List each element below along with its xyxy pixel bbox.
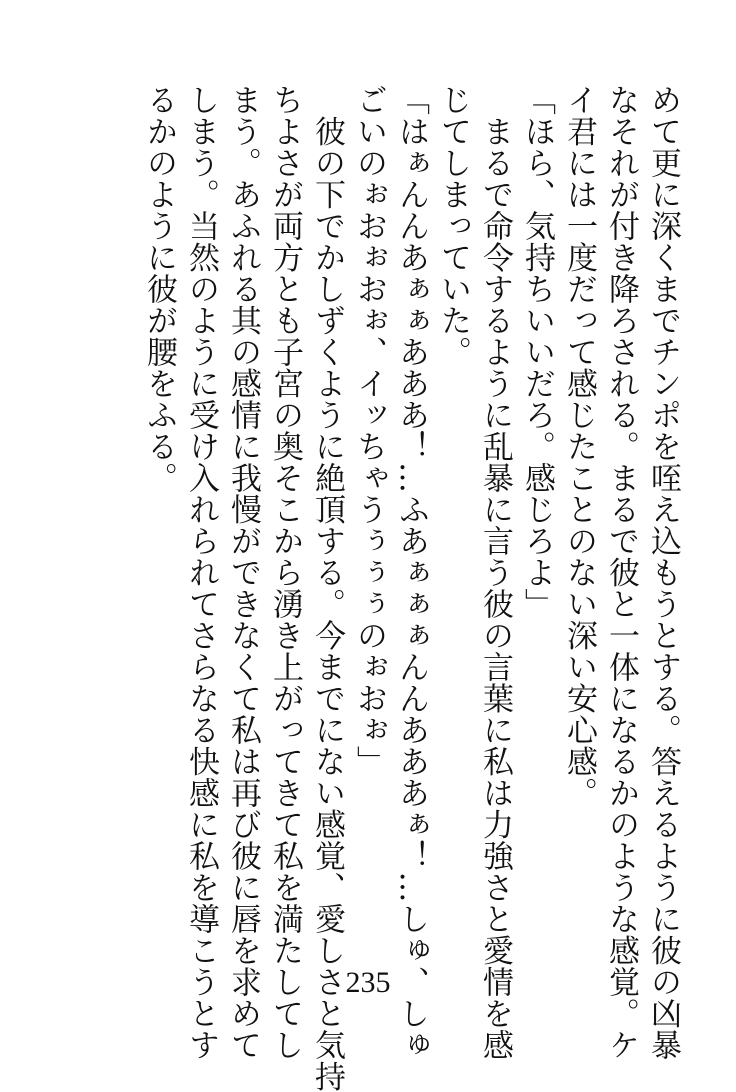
text-line: なそれが付き降ろされる。まるで彼と一体になるかのような感覚。ケ — [603, 84, 639, 1061]
text-line: ちよさが両方とも子宮の奥そこから湧き上がってきて私を満たしてし — [267, 84, 303, 1061]
text-line: まるで命令するように乱暴に言う彼の言葉に私は力強さと愛情を感 — [477, 84, 513, 1061]
page-number: 235 — [345, 966, 391, 999]
text-line: ごいのぉおぉおぉ、イッちゃうぅぅぅのぉおぉ」 — [351, 84, 387, 777]
text-line: イ君には一度だって感じたことのない深い安心感。 — [561, 84, 597, 809]
text-line: 「ほら、気持ちいいだろ。感じろよ」 — [519, 84, 555, 620]
text-line: しまう。当然のように受け入れられてさらなる快感に私を導こうとす — [183, 84, 219, 1061]
text-line: じてしまっていた。 — [435, 84, 471, 368]
text-line: まう。あふれる其の感情に我慢ができなくて私は再び彼に唇を求めて — [225, 84, 261, 1061]
text-line: 「はぁんんあぁぁあああ！…ふあぁぁぁんんあああぁ！…しゅ、しゅ — [393, 84, 429, 1061]
text-line: めて更に深くまでチンポを咥え込もうとする。答えるように彼の凶暴 — [645, 84, 681, 1061]
text-line: るかのように彼が腰をふる。 — [141, 84, 177, 494]
text-line: 彼の下でかしずくように絶頂する。今までにない感覚、愛しさと気持 — [309, 84, 345, 1092]
